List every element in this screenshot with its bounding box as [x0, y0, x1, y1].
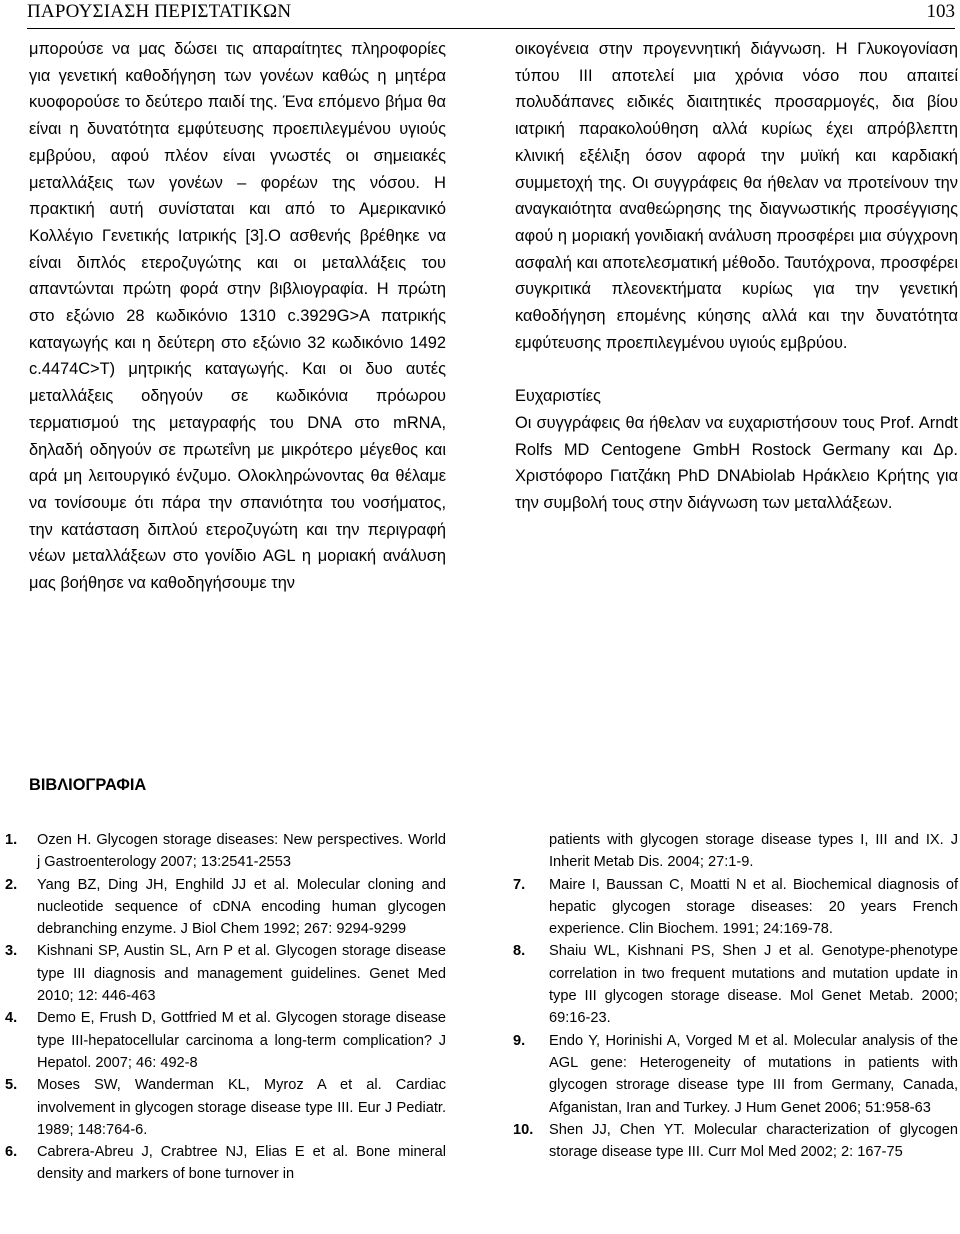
acknowledgements-heading: Ευχαριστίες [515, 387, 601, 406]
reference-text: Shaiu WL, Kishnani PS, Shen J et al. Genotype-phenotype correlation in two frequent mutations and mutation update in type III glycogen storage disease. Mol Genet Metab. 2000; 69:16-23. [549, 943, 958, 1027]
reference-item [0, 874, 958, 941]
reference-text: Demo E, Frush D, Gottfried M et al. Glycogen storage disease type III-hepatocellular carcinoma a long-term complication? J Hepatol. 2007; 46: 492-8 [37, 1010, 446, 1071]
page-number: 103 [926, 1, 955, 22]
reference-item [0, 1119, 958, 1164]
reference-continuation [0, 829, 958, 874]
reference-text: Maire I, Baussan C, Moatti N et al. Biochemical diagnosis of hepatic glycogen storage diseases: 20 years French experience. Clin Biochem. 1991; 24:169-78. [549, 876, 958, 938]
reference-item [0, 1030, 958, 1119]
reference-list-right [0, 829, 958, 1163]
reference-number: 1. [5, 832, 18, 848]
bibliography-heading: ΒΙΒΛΙΟΓΡΑΦΙΑ [29, 776, 147, 794]
reference-number: 5. [5, 1077, 18, 1094]
section-title: ΠΑΡΟΥΣΙΑΣΗ ΠΕΡΙΣΤΑΤΙΚΩΝ [27, 1, 292, 22]
reference-item [0, 940, 958, 1029]
left-text-column [29, 36, 446, 597]
reference-text: Ozen H. Glycogen storage diseases: New perspectives. World j Gastroenterology 2007; 13:2541-2553 [37, 832, 446, 871]
reference-text: Cabrera-Abreu J, Crabtree NJ, Elias E et al. Bone mineral density and markers of bone turnover in [37, 1144, 446, 1183]
reference-text: Moses SW, Wanderman KL, Myroz A et al. Cardiac involvement in glycogen storage disease type III. Eur J Pediatr. 1989; 148:764-6. [37, 1077, 446, 1138]
body-paragraph: οικογένεια στην προγεννητική διάγνωση. Η Γλυκογονίαση τύπου ΙΙΙ αποτελεί μια χρόνια νόσο που απαιτεί πολυδάπανες ειδικές διαιτητικές προσαρμογές, δια βίου ιατρική παρακολούθηση αλλά κυρίως έχει απρόβλεπτη κλινική εξέλιξη όσον αφορά την μυϊκή και καρδιακή συμμετοχή της. Οι συγγράφεις θα ήθελαν να προτείνουν την αναγκαιότητα αναθεώρησης της διαγνωστικής προσέγγισης αφού η μοριακή γονιδιακή ανάλυση προσφέρει μια σύγχρονη ασφαλή και αποτελεσματική μέθοδο. Ταυτόχρονα, προσφέρει συγκριτικά πλεονεκτήματα κυρίως για την γενετική καθοδήγηση επομένης κύησης αλλά και την δυνατότητα εμφύτευσης προεπιλεγμένου υγιούς εμβρύου. [515, 40, 958, 352]
reference-text: patients with glycogen storage disease types I, III and IX. J Inherit Metab Dis. 2004; 27:1-9. [549, 832, 958, 871]
page-header [27, 0, 955, 29]
reference-number: 9. [513, 1032, 526, 1049]
body-paragraph: μπορούσε να μας δώσει τις απαραίτητες πληροφορίες για γενετική καθοδήγηση των γονέων καθώς η μητέρα κυοφορούσε το δεύτερο παιδί της. Ένα επόμενο βήμα θα είναι η δυνατότητα εμφύτευσης προεπιλεγμένου υγιούς εμβρύου, αφού πλέον είναι γνωστές οι σημειακές μεταλλάξεις των γονέων – φορέων της νόσου. Η πρακτική αυτή συνίσταται και από το Αμερικανικό Κολλέγιο Γενετικής Ιατρικής [3].Ο ασθενής βρέθηκε να είναι διπλός ετεροζυγώτης και οι μεταλλάξεις του απαντώνται πρώτη φορά στην βιβλιογραφία. Η πρώτη στο εξώνιο 28 κωδικόνιο 1310 c.3929G>A πατρικής καταγωγής και η δεύτερη στο εξώνιο 32 κωδικόνιο 1492 c.4474C>T) μητρικής καταγωγής. Και οι δυο αυτές μεταλλάξεις οδηγούν σε κωδικόνια πρόωρου τερματισμού της μεταγραφής του DNA στο mRNA, δηλαδή οδηγούν σε πρωτεΐνη με μικρότερο μέγεθος και αρά μη λειτουργικό ένζυμο. Ολοκληρώνοντας θα θέλαμε να τονίσουμε ότι πάρα την σπανιότητα του νοσήματος, την κατάσταση διπλού ετεροζυγώτη και την περιγραφή νέων μεταλλάξεων στο γονίδιο AGL η μοριακή ανάλυση μας βοήθησε να καθοδηγήσουμε την [29, 40, 446, 593]
acknowledgements-text: Οι συγγράφεις θα ήθελαν να ευχαριστήσουν τους Prof. Arndt Rolfs MD Centogene GmbH Rostock Germany και Δρ. Χριστόφορο Γιατζάκη PhD DNAbiolab Ηράκλειο Κρήτης για την συμβολή τους στην διάγνωση των μεταλλάξεων. [515, 413, 958, 512]
reference-number: 6. [5, 1144, 18, 1161]
reference-number: 2. [5, 876, 18, 893]
reference-text: Endo Y, Horinishi A, Vorged M et al. Molecular analysis of the AGL gene: Heterogeneity of mutations in patients with glycogen strorage disease type III from Germany, Canada, Afganistan, Iran and Turkey. J Hum Genet 2006; 51:958-63 [549, 1032, 958, 1116]
reference-number: 4. [5, 1010, 18, 1027]
reference-text: Kishnani SP, Austin SL, Arn P et al. Glycogen storage disease type III diagnosis and management guidelines. Genet Med 2010; 12: 446-463 [37, 943, 446, 1005]
reference-text: Yang BZ, Ding JH, Enghild JJ et al. Molecular cloning and nucleotide sequence of cDNA encoding human glycogen debranching enzyme. J Biol Chem 1992; 267: 9294-9299 [37, 876, 446, 938]
reference-number: 3. [5, 943, 18, 960]
reference-number: 8. [513, 943, 526, 960]
reference-text: Shen JJ, Chen YT. Molecular characterization of glycogen storage disease type III. Curr Mol Med 2002; 2: 167-75 [549, 1121, 958, 1161]
reference-number: 10. [513, 1121, 534, 1138]
reference-number: 7. [513, 876, 526, 893]
right-text-column [515, 36, 958, 517]
